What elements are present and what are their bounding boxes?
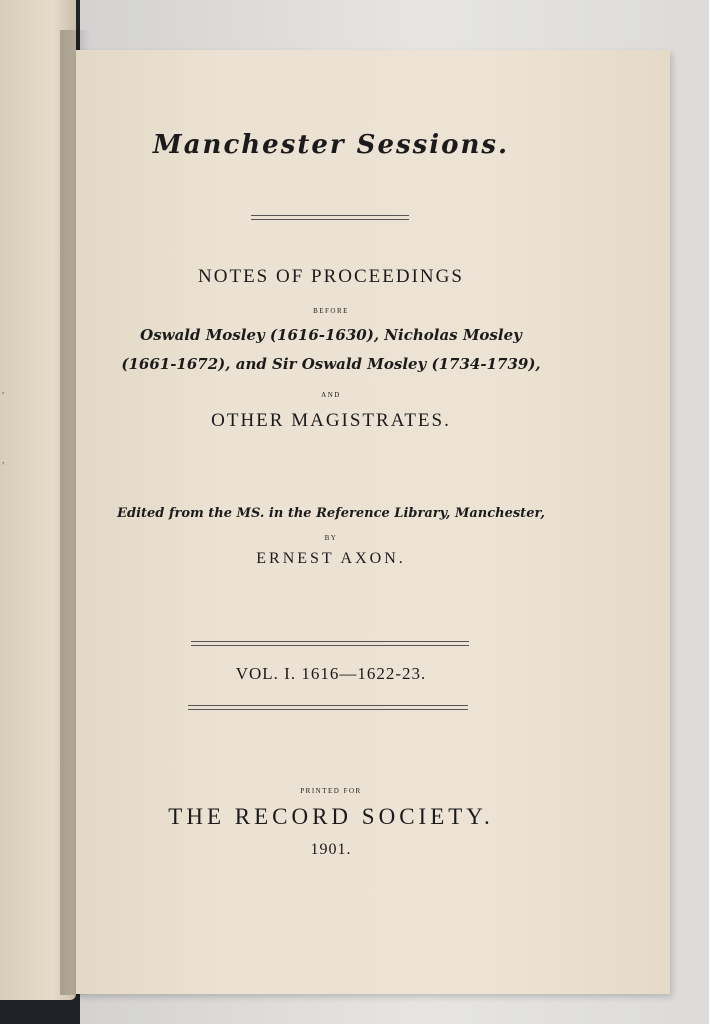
left-page-mark: , [2, 385, 5, 395]
title-page [76, 50, 670, 994]
publisher: THE RECORD SOCIETY. [168, 804, 494, 829]
and-label: AND [321, 391, 341, 399]
before-label: BEFORE [313, 307, 349, 315]
subtitle: NOTES OF PROCEEDINGS [198, 266, 464, 287]
magistrates-line-1: Oswald Mosley (1616-1630), Nicholas Mosley [140, 326, 522, 344]
volume-rule-bottom [188, 705, 468, 710]
edited-from: Edited from the MS. in the Reference Library, Manchester, [117, 506, 545, 521]
title-rule [251, 215, 409, 220]
magistrates-line-2: (1661-1672), and Sir Oswald Mosley (1734-1739), [121, 355, 541, 373]
left-page-mark: , [2, 455, 5, 465]
book-title: Manchester Sessions. [152, 130, 510, 160]
by-label: BY [324, 534, 338, 542]
other-magistrates: OTHER MAGISTRATES. [211, 410, 451, 431]
editor-name: ERNEST AXON. [256, 550, 406, 567]
printed-for-label: PRINTED FOR [300, 787, 362, 795]
volume: VOL. I. 1616—1622-23. [235, 664, 427, 683]
year: 1901. [310, 841, 352, 858]
volume-rule-top [191, 641, 469, 646]
